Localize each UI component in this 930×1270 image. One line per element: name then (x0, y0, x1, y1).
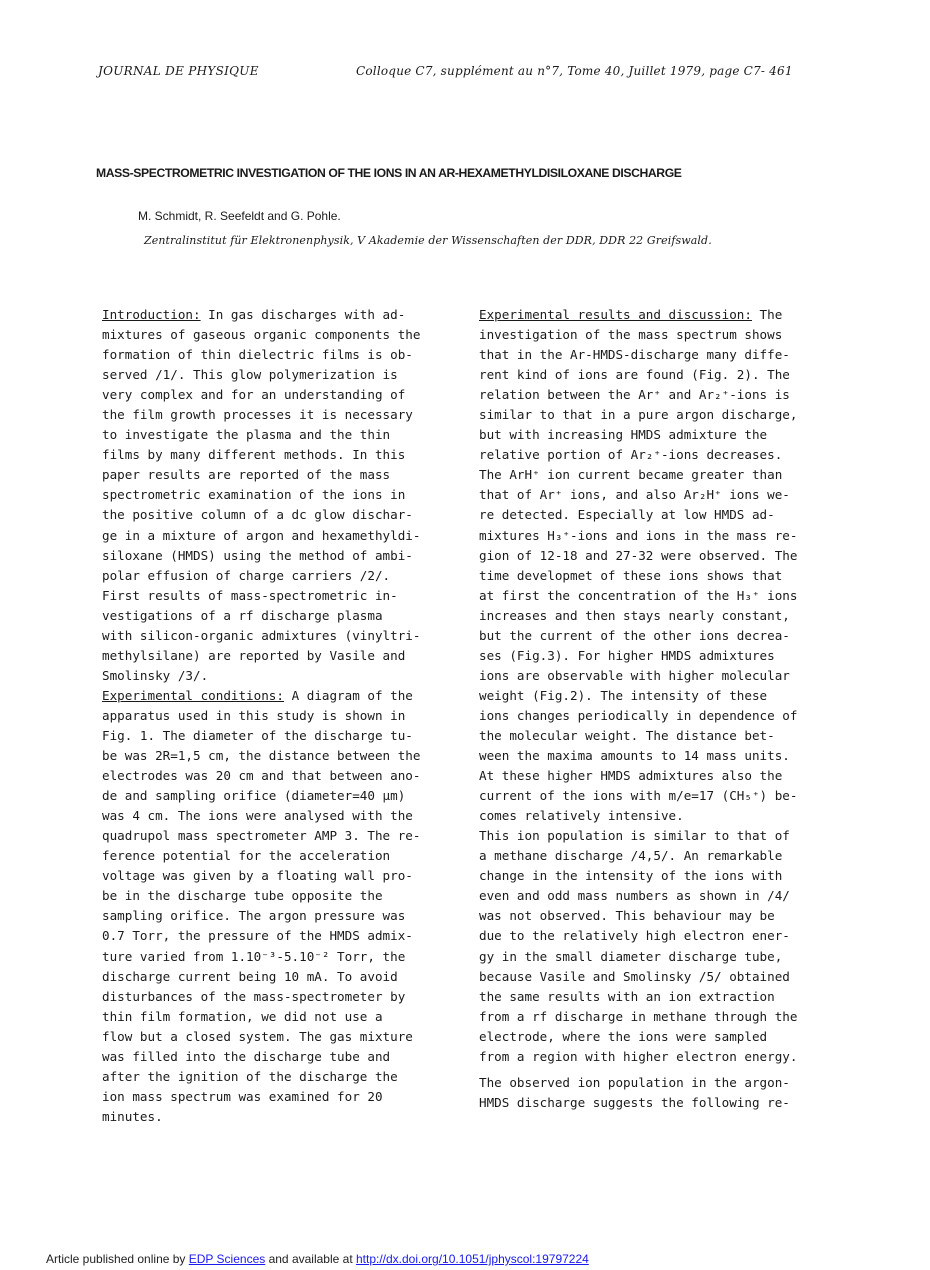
text-line (479, 1073, 829, 1093)
line-text: discharge current being 10 mA. To avoid (102, 968, 398, 984)
text-line (479, 305, 829, 325)
text-line (102, 606, 452, 626)
line-text: from a rf discharge in methane through the (479, 1008, 798, 1024)
text-line (479, 666, 829, 686)
text-line (479, 967, 829, 987)
text-line (479, 726, 829, 746)
line-text: the same results with an ion extraction (479, 988, 775, 1004)
text-line (102, 626, 452, 646)
line-text: vestigations of a rf discharge plasma (102, 607, 383, 623)
text-line (102, 1047, 452, 1067)
text-line (479, 505, 829, 525)
text-line (479, 886, 829, 906)
line-text: weight (Fig.2). The intensity of these (479, 687, 768, 703)
text-line (479, 345, 829, 365)
text-line (479, 766, 829, 786)
line-text: electrodes was 20 cm and that between ano- (102, 768, 421, 784)
text-line (479, 425, 829, 445)
line-text: be was 2R=1,5 cm, the distance between the (102, 748, 421, 764)
line-text: quadrupol mass spectrometer AMP 3. The re- (102, 828, 421, 844)
line-text: electrode, where the ions were sampled (479, 1028, 768, 1044)
line-text: 0.7 Torr, the pressure of the HMDS admix- (102, 928, 413, 944)
text-line (479, 646, 829, 666)
line-text: spectrometric examination of the ions in (102, 487, 406, 503)
text-line (479, 365, 829, 385)
doi-link[interactable]: http://dx.doi.org/10.1051/jphyscol:19797224 (355, 1252, 589, 1266)
text-line (479, 566, 829, 586)
line-text: from a region with higher electron energy. (479, 1048, 798, 1064)
line-text: voltage was given by a floating wall pro- (102, 868, 413, 884)
line-text: the film growth processes it is necessary (102, 407, 413, 423)
text-line (102, 886, 452, 906)
line-text: comes relatively intensive. (479, 808, 684, 824)
line-text: The (751, 307, 783, 322)
text-line (479, 686, 829, 706)
text-line (479, 626, 829, 646)
text-line (479, 947, 829, 967)
line-text: the molecular weight. The distance bet- (479, 727, 775, 743)
line-text: but with increasing HMDS admixture the (479, 427, 768, 443)
journal-name: JOURNAL DE PHYSIQUE (98, 64, 259, 78)
line-text: HMDS discharge suggests the following re- (479, 1094, 790, 1110)
left-column (102, 305, 452, 1127)
right-column (479, 305, 829, 1113)
line-text: served /1/. This glow polymerization is (102, 367, 398, 383)
text-line (102, 345, 452, 365)
line-text: the positive column of a dc glow dischar- (102, 507, 413, 523)
line-text: be in the discharge tube opposite the (102, 888, 383, 904)
line-text: Fig. 1. The diameter of the discharge tu- (102, 727, 413, 743)
text-line (479, 405, 829, 425)
line-text: ween the maxima amounts to 14 mass units. (479, 748, 790, 764)
text-line (102, 586, 452, 606)
line-text: disturbances of the mass-spectrometer by (102, 988, 406, 1004)
line-text: formation of thin dielectric films is ob- (102, 347, 413, 363)
text-line (479, 846, 829, 866)
text-line (479, 1027, 829, 1047)
text-line (102, 1027, 452, 1047)
text-line (102, 706, 452, 726)
text-line (479, 1007, 829, 1027)
text-line (102, 485, 452, 505)
text-line (479, 866, 829, 886)
line-text: ions are observable with higher molecular (479, 667, 790, 683)
line-text: films by many different methods. In this (102, 447, 406, 463)
text-line (102, 866, 452, 886)
text-line (102, 1107, 452, 1127)
authors: M. Schmidt, R. Seefeldt and G. Pohle. (138, 209, 341, 223)
line-text: This ion population is similar to that of (479, 828, 790, 844)
line-text: First results of mass-spectrometric in- (102, 587, 398, 603)
text-line (479, 325, 829, 345)
line-text: to investigate the plasma and the thin (102, 427, 391, 443)
text-line (102, 325, 452, 345)
line-text: increases and then stays nearly constant, (479, 607, 790, 623)
paper-title: MASS-SPECTROMETRIC INVESTIGATION OF THE IONS IN AN AR-HEXAMETHYLDISILOXANE DISCHARGE (96, 166, 682, 180)
line-text: relative portion of Ar₂⁺-ions decreases. (479, 447, 783, 463)
text-line (479, 987, 829, 1007)
text-line (102, 1087, 452, 1107)
affiliation: Zentralinstitut für Elektronenphysik, V Akademie der Wissenschaften der DDR, DDR 22 Greifswald. (144, 234, 712, 247)
line-text: Smolinsky /3/. (102, 667, 209, 683)
text-line (102, 526, 452, 546)
text-line (102, 746, 452, 766)
text-line (102, 1067, 452, 1087)
footer-prefix: Article published online by (46, 1252, 189, 1266)
line-text: In gas discharges with ad- (200, 307, 406, 322)
text-line (479, 806, 829, 826)
text-line (479, 526, 829, 546)
line-text: ion mass spectrum was examined for 20 (102, 1088, 383, 1104)
line-text: due to the relatively high electron ener- (479, 928, 790, 944)
section-heading: Introduction: (102, 307, 201, 322)
line-text: mixtures H₃⁺-ions and ions in the mass re- (479, 527, 798, 543)
text-line (102, 646, 452, 666)
line-text: thin film formation, we did not use a (102, 1008, 383, 1024)
line-text: current of the ions with m/e=17 (CH₅⁺) be- (479, 788, 798, 804)
text-line (102, 465, 452, 485)
text-line (102, 445, 452, 465)
line-text: re detected. Especially at low HMDS ad- (479, 507, 775, 523)
text-line (479, 926, 829, 946)
text-line (102, 566, 452, 586)
line-text: was 4 cm. The ions were analysed with the (102, 808, 413, 824)
text-line (102, 365, 452, 385)
text-line (479, 606, 829, 626)
line-text: investigation of the mass spectrum shows (479, 327, 783, 343)
text-line (102, 385, 452, 405)
line-text: polar effusion of charge carriers /2/. (102, 567, 391, 583)
line-text: methylsilane) are reported by Vasile and (102, 647, 406, 663)
line-text: rent kind of ions are found (Fig. 2). The (479, 367, 790, 383)
line-text: that in the Ar-HMDS-discharge many diffe- (479, 347, 790, 363)
line-text: A diagram of the (283, 687, 413, 703)
line-text: a methane discharge /4,5/. An remarkable (479, 848, 783, 864)
text-line (102, 726, 452, 746)
section-heading: Experimental results and discussion: (479, 307, 752, 322)
line-text: mixtures of gaseous organic components the (102, 327, 421, 343)
line-text: flow but a closed system. The gas mixture (102, 1028, 413, 1044)
text-line (479, 485, 829, 505)
line-text: paper results are reported of the mass (102, 467, 391, 483)
line-text: was not observed. This behaviour may be (479, 908, 775, 924)
text-line (102, 1007, 452, 1027)
text-line (102, 405, 452, 425)
text-line (479, 906, 829, 926)
line-text: ge in a mixture of argon and hexamethyldi- (102, 527, 421, 543)
text-line (479, 586, 829, 606)
text-line (479, 786, 829, 806)
text-line (102, 947, 452, 967)
line-text: even and odd mass numbers as shown in /4/ (479, 888, 790, 904)
line-text: change in the intensity of the ions with (479, 868, 783, 884)
text-line (479, 1047, 829, 1067)
line-text: gion of 12-18 and 27-32 were observed. The (479, 547, 798, 563)
line-text: at first the concentration of the H₃⁺ ions (479, 587, 798, 603)
line-text: similar to that in a pure argon discharge, (479, 407, 798, 423)
text-line (479, 465, 829, 485)
line-text: siloxane (HMDS) using the method of ambi- (102, 547, 413, 563)
line-text: but the current of the other ions decrea- (479, 627, 790, 643)
line-text: very complex and for an understanding of (102, 387, 406, 403)
line-text: sampling orifice. The argon pressure was (102, 908, 406, 924)
line-text: ses (Fig.3). For higher HMDS admixtures (479, 647, 775, 663)
footer-middle: and available at (265, 1252, 356, 1266)
line-text: gy in the small diameter discharge tube, (479, 948, 783, 964)
text-line (479, 1093, 829, 1113)
publisher-link[interactable]: EDP Sciences (188, 1252, 266, 1266)
text-line (479, 706, 829, 726)
text-line (479, 385, 829, 405)
line-text: ference potential for the acceleration (102, 848, 391, 864)
text-line (102, 967, 452, 987)
text-line (102, 686, 452, 706)
text-line (479, 546, 829, 566)
text-line (102, 906, 452, 926)
text-line (479, 826, 829, 846)
text-line (102, 926, 452, 946)
line-text: that of Ar⁺ ions, and also Ar₂H⁺ ions we- (479, 487, 790, 503)
line-text: after the ignition of the discharge the (102, 1068, 398, 1084)
line-text: relation between the Ar⁺ and Ar₂⁺-ions is (479, 387, 790, 403)
line-text: because Vasile and Smolinsky /5/ obtained (479, 968, 790, 984)
line-text: The ArH⁺ ion current became greater than (479, 467, 783, 483)
text-line (102, 846, 452, 866)
text-line (102, 826, 452, 846)
text-line (102, 546, 452, 566)
text-line (102, 666, 452, 686)
line-text: ture varied from 1.10⁻³-5.10⁻² Torr, the (102, 948, 406, 964)
line-text: apparatus used in this study is shown in (102, 707, 406, 723)
text-line (102, 766, 452, 786)
text-line (102, 987, 452, 1007)
line-text: de and sampling orifice (diameter=40 µm) (102, 788, 406, 804)
text-line (102, 806, 452, 826)
line-text: minutes. (102, 1108, 163, 1124)
text-line (102, 505, 452, 525)
line-text: with silicon-organic admixtures (vinyltri- (102, 627, 421, 643)
line-text: The observed ion population in the argon- (479, 1074, 790, 1090)
citation-line: Colloque C7, supplément au n°7, Tome 40, Juillet 1979, page C7- 461 (356, 64, 793, 78)
text-line (102, 425, 452, 445)
text-line (479, 746, 829, 766)
line-text: ions changes periodically in dependence of (479, 707, 798, 723)
line-text: was filled into the discharge tube and (102, 1048, 391, 1064)
text-line (102, 786, 452, 806)
line-text: At these higher HMDS admixtures also the (479, 768, 783, 784)
section-heading: Experimental conditions: (102, 687, 284, 703)
line-text: time developmet of these ions shows that (479, 567, 783, 583)
text-line (479, 445, 829, 465)
text-line (102, 305, 452, 325)
footer (46, 1252, 589, 1266)
